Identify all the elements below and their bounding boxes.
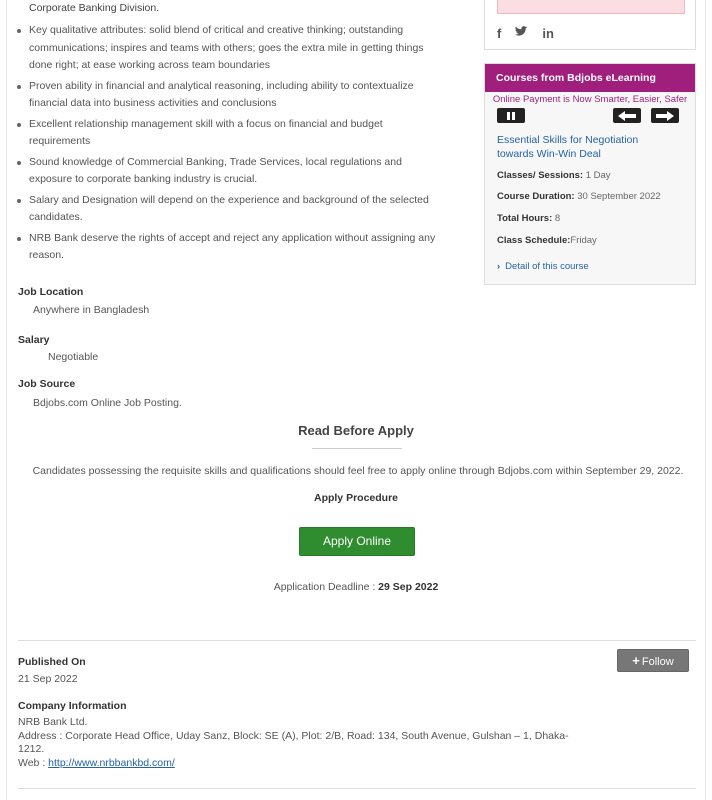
job-location-value: Anywhere in Bangladesh <box>33 304 150 316</box>
read-before-apply-title: Read Before Apply <box>298 423 414 438</box>
social-links <box>497 26 554 41</box>
divider <box>18 640 696 641</box>
title-divider <box>312 448 402 449</box>
requirements-list <box>29 22 439 268</box>
plus-icon: + <box>632 653 640 668</box>
candidates-text: Candidates possessing the requisite skills and qualifications should feel free to apply online through Bdjobs.com within September 29, 2022. <box>32 465 684 477</box>
course-title-link[interactable]: Essential Skills for Negotiation towards Win-Win Deal <box>497 134 639 160</box>
job-location-label: Job Location <box>18 286 84 298</box>
company-info <box>18 716 578 770</box>
classes-label: Classes/ Sessions: <box>497 170 586 181</box>
pause-button[interactable] <box>497 108 525 123</box>
list-item: Excellent relationship management skill with a focus on financial and budget requirements <box>29 116 439 151</box>
arrow-right-icon <box>656 111 674 121</box>
duration-label: Course Duration: <box>497 191 578 202</box>
next-button[interactable] <box>651 108 679 123</box>
company-web <box>18 757 578 771</box>
chevron-right-icon: › <box>497 261 501 272</box>
course-classes <box>497 170 611 181</box>
list-item: Salary and Designation will depend on the experience and background of the selected candidates. <box>29 192 439 227</box>
company-address: Address : Corporate Head Office, Uday Sanz, Block: SE (A), Plot: 2/B, Road: 134, South Avenue, Gulshan – 1, Dhaka-1212. <box>18 729 569 755</box>
deadline-value: 29 Sep 2022 <box>378 581 439 593</box>
published-value: 21 Sep 2022 <box>18 673 78 685</box>
list-item: NRB Bank deserve the rights of accept and reject any application without assigning any reason. <box>29 230 439 265</box>
course-duration <box>497 191 661 202</box>
job-source-value: Bdjobs.com Online Job Posting. <box>33 397 182 409</box>
apply-procedure-label: Apply Procedure <box>313 492 399 504</box>
arrow-left-icon <box>618 111 636 121</box>
pause-icon-bar <box>512 112 515 120</box>
apply-online-button[interactable]: Apply Online <box>299 527 415 556</box>
twitter-icon[interactable] <box>515 26 528 41</box>
salary-value: Negotiable <box>48 351 99 363</box>
course-widget <box>484 63 696 285</box>
follow-button[interactable] <box>617 649 689 672</box>
follow-label: Follow <box>641 656 674 668</box>
linkedin-icon[interactable]: in <box>542 26 554 41</box>
application-deadline <box>0 581 712 593</box>
intro-text: Corporate Banking Division. <box>29 2 160 14</box>
duration-value: 30 September 2022 <box>577 191 661 202</box>
deadline-label: Application Deadline : <box>273 581 379 593</box>
company-info-label: Company Information <box>18 700 127 712</box>
course-schedule <box>497 235 597 246</box>
classes-value: 1 Day <box>585 170 611 181</box>
course-detail-link[interactable] <box>497 261 589 272</box>
hours-label: Total Hours: <box>497 213 555 224</box>
schedule-label: Class Schedule: <box>497 235 571 246</box>
facebook-icon[interactable]: f <box>497 26 502 41</box>
prev-button[interactable] <box>613 108 641 123</box>
list-item: Proven ability in financial and analytical reasoning, including ability to contextualize financial data into business activities and conclusions <box>29 78 439 113</box>
company-name: NRB Bank Ltd. <box>18 716 88 728</box>
list-item: Sound knowledge of Commercial Banking, Trade Services, local regulations and exposure to corporate banking industry is crucial. <box>29 154 439 189</box>
web-label: Web : <box>18 756 49 769</box>
divider <box>18 788 696 789</box>
course-hours <box>497 213 560 224</box>
detail-link-label: Detail of this course <box>505 261 589 272</box>
complaint-email-strip <box>497 0 685 14</box>
published-label: Published On <box>18 656 86 668</box>
company-web-link[interactable]: http://www.nrbbankbd.com/ <box>48 756 175 769</box>
course-header: Courses from Bdjobs eLearning <box>485 64 695 92</box>
schedule-value: Friday <box>570 235 597 246</box>
list-item: Key qualitative attributes: solid blend of critical and creative thinking; outstanding communications; inspires and teams with others; goes the extra mile in getting things done right; at ease working across team boundaries <box>29 22 439 75</box>
pause-icon <box>507 112 510 120</box>
salary-label: Salary <box>18 334 50 346</box>
job-source-label: Job Source <box>18 378 76 390</box>
hours-value: 8 <box>554 213 561 224</box>
payment-marquee: Online Payment is Now Smarter, Easier, Safer <box>492 94 688 105</box>
